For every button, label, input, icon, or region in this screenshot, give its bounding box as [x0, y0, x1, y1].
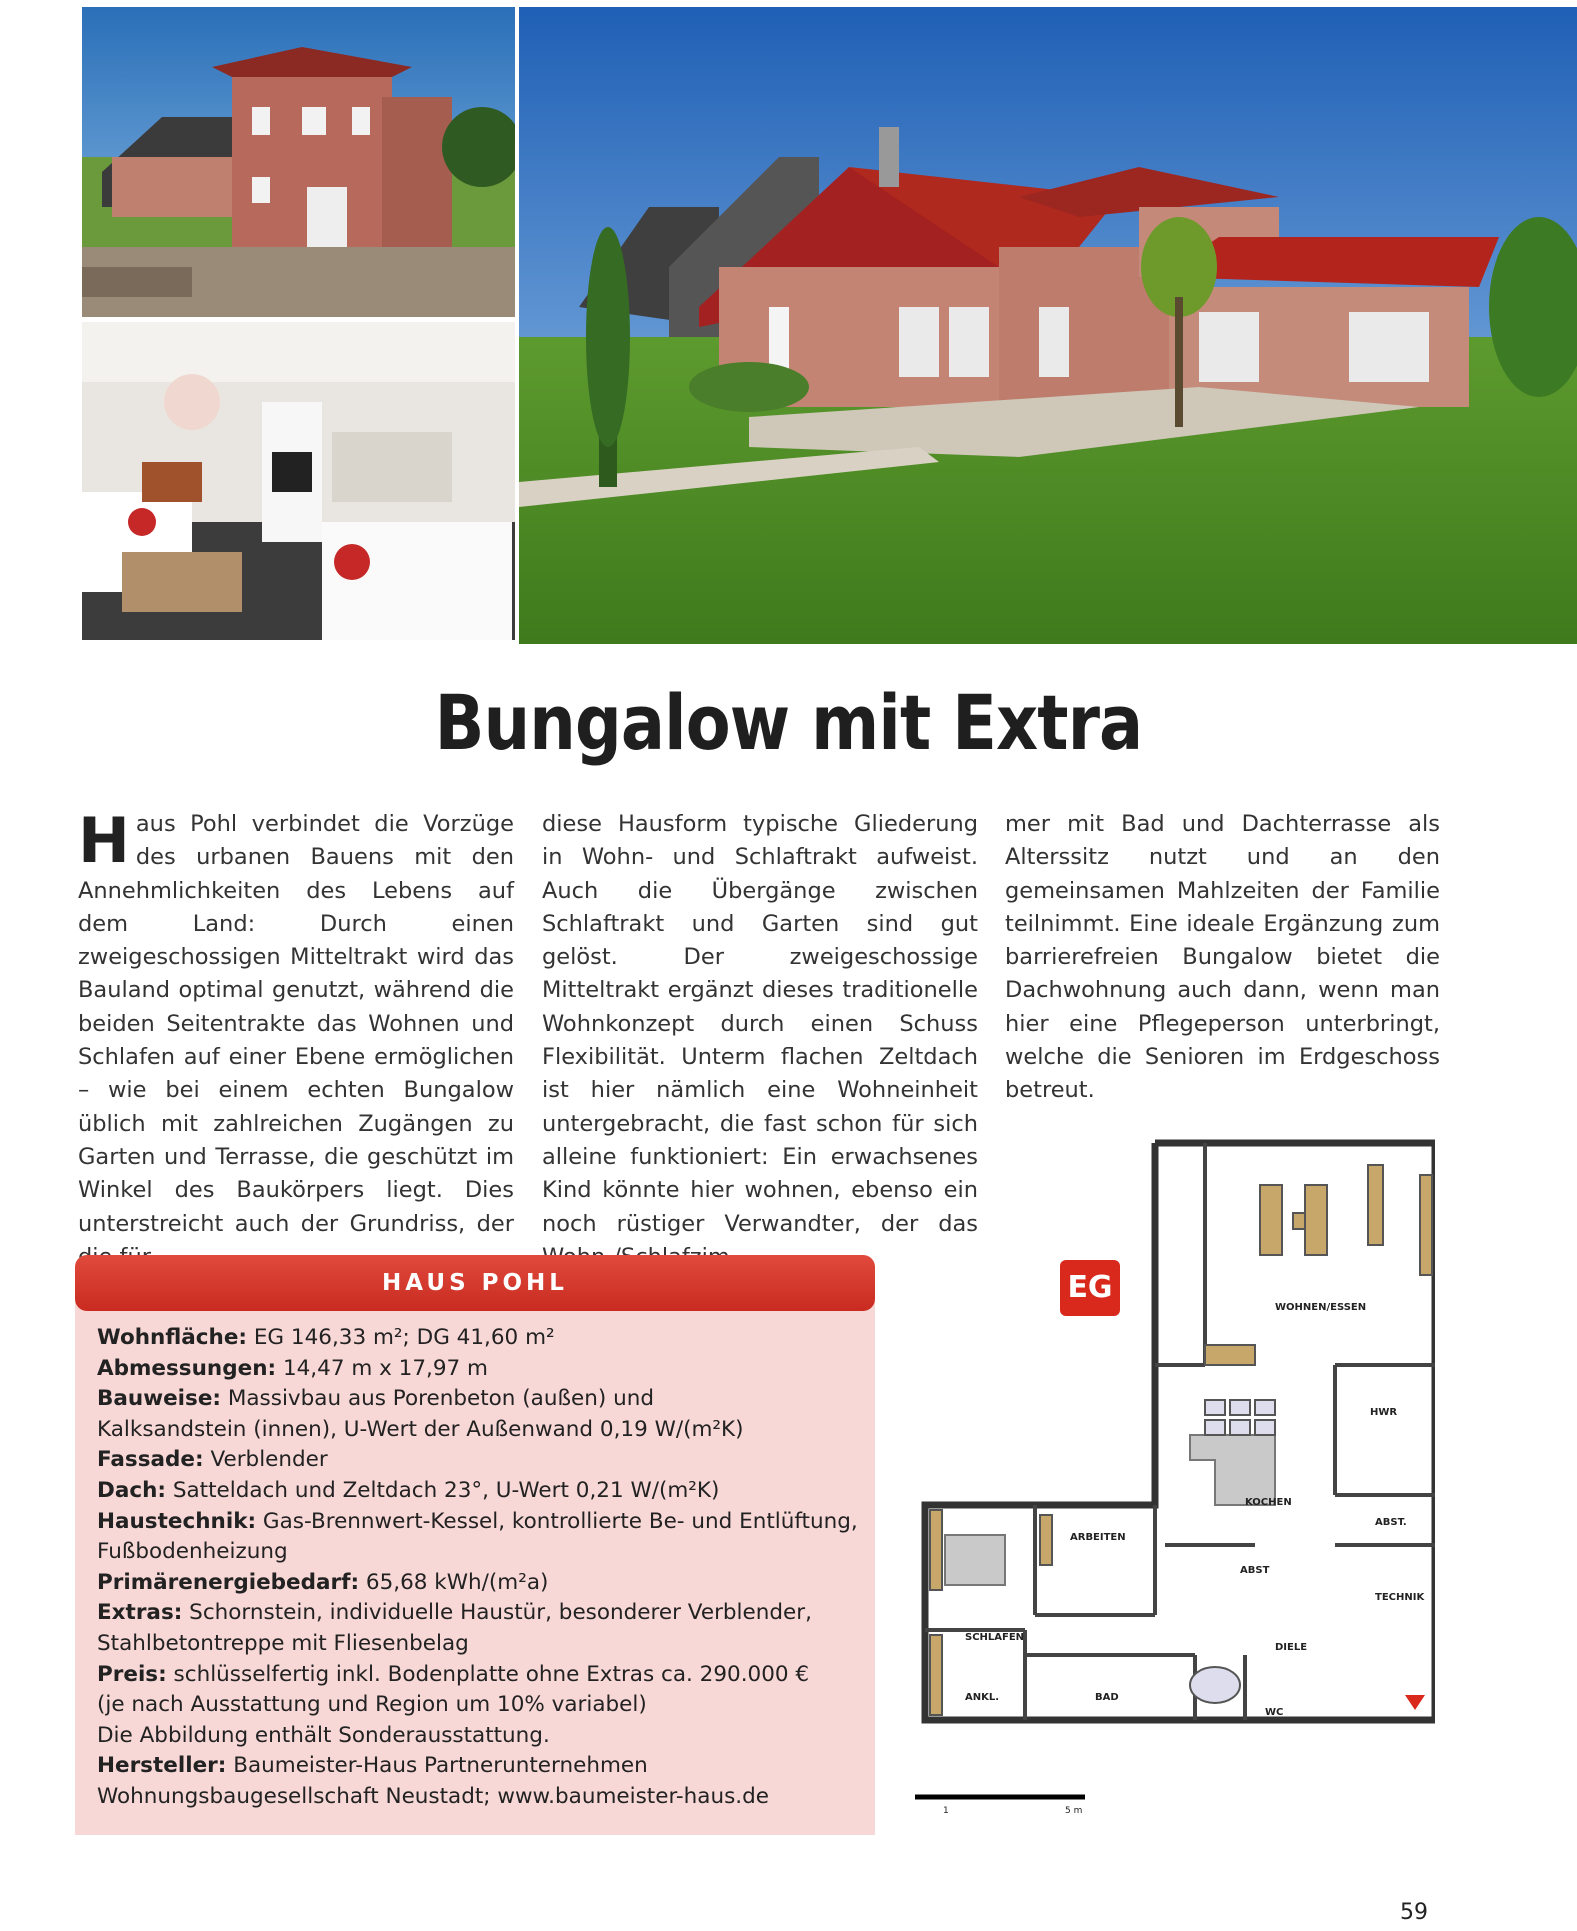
- room-label: TECHNIK: [1375, 1592, 1425, 1603]
- fact-value: Massivbau aus Porenbeton (außen) und: [221, 1386, 654, 1412]
- fact-row: [97, 1629, 853, 1660]
- fact-label: Extras:: [97, 1600, 183, 1626]
- fact-row: [97, 1384, 853, 1415]
- fact-value: (je nach Ausstattung und Region um 10% variabel): [97, 1692, 647, 1718]
- room-label: BAD: [1095, 1692, 1119, 1703]
- photo-living-room: [82, 322, 515, 640]
- fact-row: [97, 1445, 853, 1476]
- fact-label: Fassade:: [97, 1447, 204, 1473]
- fact-value: Die Abbildung enthält Sonderausstattung.: [97, 1722, 550, 1748]
- body-column-3: [1005, 808, 1440, 1108]
- room-label: ARBEITEN: [1070, 1532, 1126, 1543]
- photo-house-front: [82, 7, 515, 317]
- fact-value: EG 146,33 m²; DG 41,60 m²: [247, 1325, 555, 1350]
- fact-value: Stahlbetontreppe mit Fliesenbelag: [97, 1630, 469, 1656]
- room-label: WOHNEN/ESSEN: [1275, 1302, 1367, 1313]
- fact-value: 65,68 kWh/(m²a): [359, 1569, 549, 1595]
- fact-row: [97, 1476, 853, 1507]
- fact-label: Abmessungen:: [97, 1355, 277, 1381]
- fact-row: [97, 1690, 853, 1721]
- scale-label-start: 1: [943, 1806, 949, 1816]
- house-facts-box: [75, 1255, 875, 1835]
- facts-list: [75, 1311, 875, 1813]
- body-column-1: [78, 804, 514, 1274]
- room-label: DIELE: [1275, 1642, 1308, 1653]
- fact-value: Gas-Brennwert-Kessel, kontrollierte Be- und Entlüftung,: [256, 1508, 858, 1534]
- fact-value: Wohnungsbaugesellschaft Neustadt; www.baumeister-haus.de: [97, 1783, 770, 1809]
- fact-row: [97, 1751, 853, 1782]
- fact-row: [97, 1323, 853, 1354]
- fact-value: Baumeister-Haus Partnerunternehmen: [226, 1753, 648, 1779]
- drop-cap: H: [78, 804, 130, 877]
- room-label: SCHLAFEN: [965, 1632, 1025, 1643]
- fact-row: [97, 1660, 853, 1691]
- room-label: KOCHEN: [1245, 1497, 1292, 1508]
- room-label: ABST.: [1375, 1517, 1407, 1528]
- room-label: WC: [1265, 1707, 1284, 1718]
- fact-value: Kalksandstein (innen), U-Wert der Außenwand 0,19 W/(m²K): [97, 1416, 744, 1442]
- room-label: HWR: [1370, 1407, 1398, 1418]
- fact-label: Bauweise:: [97, 1386, 221, 1412]
- room-label: ANKL.: [965, 1692, 1000, 1703]
- floor-badge: EG: [1060, 1260, 1120, 1316]
- fact-value: 14,47 m x 17,97 m: [276, 1355, 488, 1381]
- body-column-2: [542, 808, 978, 1274]
- fact-row: [97, 1507, 858, 1538]
- fact-label: Wohnfläche:: [97, 1325, 248, 1350]
- fact-value: Verblender: [203, 1447, 328, 1473]
- body-text-2: diese Hausform typische Gliederung in Wohn- und Schlaftrakt aufweist. Auch die Übergänge zwischen Schlaftrakt und Garten sind gut gelöst. Der zweigeschossige Mitteltrakt ergänzt dieses traditionelle Wohnkonzept durch einen Schuss Flexibilität. Unterm flachen Zeltdach ist hier nämlich eine Wohneinheit untergebracht, die fast schon für sich alleine funktioniert: Ein erwachsenes Kind könnte hier wohnen, ebenso ein noch rüstiger Verwandter, der das: [542, 811, 978, 1237]
- fact-label: Haustechnik:: [97, 1508, 257, 1534]
- page-number: 59: [1400, 1900, 1428, 1925]
- fact-row: [97, 1537, 853, 1568]
- fact-value: Fußbodenheizung: [97, 1539, 288, 1565]
- fact-row: [97, 1598, 853, 1629]
- fact-label: Preis:: [97, 1661, 167, 1687]
- fact-value: Satteldach und Zeltdach 23°, U-Wert 0,21 W/(m²K): [166, 1477, 720, 1503]
- floor-plan: [915, 1135, 1435, 1835]
- fact-row: [97, 1415, 853, 1446]
- fact-label: Hersteller:: [97, 1753, 227, 1779]
- fact-label: Primärenergiebedarf:: [97, 1569, 360, 1595]
- scale-label-end: 5 m: [1065, 1806, 1083, 1816]
- fact-value: schlüsselfertig inkl. Bodenplatte ohne Extras ca. 290.000 €: [166, 1661, 810, 1687]
- fact-row: [97, 1721, 853, 1752]
- article-title: Bungalow mit Extra: [434, 678, 1143, 767]
- fact-value: Schornstein, individuelle Haustür, besonderer Verblender,: [182, 1600, 812, 1626]
- facts-box-header: HAUS POHL: [75, 1255, 875, 1311]
- fact-row: [97, 1568, 853, 1599]
- body-text-1: aus Pohl verbindet die Vorzüge des urbanen Bauens mit den Annehmlichkeiten des Lebens auf dem Land: Durch einen zweigeschossigen Mitteltrakt wird das Bauland optimal genutzt, während die beiden Seitentrakte das Wohnen und Schlafen auf einer Ebene ermöglichen – wie bei einem echten Bungalow üblich mit zahlreichen Zugängen zu Garten und Terrasse, die geschützt im Winkel des Baukörpers liegt. Dies unterstreicht auch der Grundriss, der: [78, 811, 514, 1237]
- body-text-3: mer mit Bad und Dachterrasse als Alterssitz nutzt und an den gemeinsamen Mahlzeiten der Familie teilnimmt. Eine ideale Ergänzung zum barrierefreien Bungalow bietet die Dachwohnung auch dann, wenn man hier eine Pflegeperson unterbringt, welche die Senioren im Erdgeschoss betreut.: [1005, 811, 1440, 1104]
- photo-garden-view: [519, 7, 1577, 644]
- fact-row: [97, 1354, 853, 1385]
- fact-row: [97, 1782, 853, 1813]
- fact-label: Dach:: [97, 1477, 167, 1503]
- room-label: ABST: [1240, 1565, 1270, 1576]
